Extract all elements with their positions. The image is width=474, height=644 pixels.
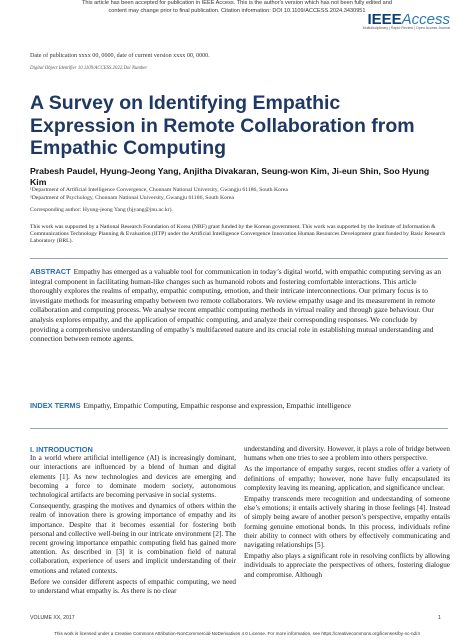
intro-paragraph: understanding and diversity. However, it plays a role of bridge between humans when one tries to see a problem into others perspective. — [244, 445, 450, 463]
intro-paragraph: Empathy transcends mere recognition and understanding of someone else’s emotions; it entails actively sharing in those feelings [4]. Instead of simply being aware of another person’s perspective, empathy entails forming genuine emotional bonds. In this process, individuals refine their ability to connect with others by effectively communicating and navigating relationships [5]. — [244, 495, 450, 550]
funding-statement: This work was supported by a National Research Foundation of Korea (NRF) grant funded by the Korean government. This work was supported by the Institute of Information & Communications Technology Planning & Evaluation (IITP) under the Artificial Intelligence Convergence Innovation Human Resources Development grant funded by Basic Research Laboratory (BRL). — [30, 224, 446, 245]
affiliation-2: ²Department of Psychology, Chonnam National University, Gwangju 61186, South Korea — [30, 195, 234, 201]
index-terms-heading: INDEX TERMS — [30, 401, 81, 410]
divider-bottom — [30, 428, 448, 429]
corresponding-author: Corresponding author: Hyung-jeong Yang (hjyang@jnu.ac.kr). — [30, 207, 173, 213]
top-notice-line-1: This article has been accepted for publication in IEEE Access. This is the author's version which has not been fully edited and — [81, 0, 393, 6]
right-column — [244, 445, 450, 582]
volume-label: VOLUME XX, 2017 — [30, 615, 75, 621]
doi-line: Digital Object Identifier 10.1109/ACCESS.2022.Doi Number — [30, 66, 148, 71]
intro-paragraph: Consequently, grasping the motives and dynamics of others within the realm of innovation there is growing importance of empathy and its importance. Despite that it becomes essential for fostering both personal and collective well-being in our intricate environment [2]. The recent growing importance empathic computing field has gained more attention. As described in [3] it is combination field of natural collaboration, experience of users and implicit understanding of their emotions and related contexts. — [30, 502, 236, 575]
intro-paragraph: Empathy also plays a significant role in resolving conflicts by allowing individuals to appreciate the perspectives of others, fostering dialogue and compromise. Although — [244, 552, 450, 579]
author-list: Prabesh Paudel, Hyung-Jeong Yang, Anjitha Divakaran, Seung-won Kim, Ji-eun Shin, Soo Hyung Kim — [30, 166, 430, 187]
divider-top — [30, 258, 448, 259]
abstract-block — [30, 267, 448, 344]
page-number: 1 — [438, 615, 441, 621]
intro-paragraph: As the importance of empathy surges, recent studies offer a variety of definitions of empathy; however, none have fully encapsulated its complexity leaving its meaning, application, and significance unclear. — [244, 465, 450, 492]
intro-paragraph: Before we consider different aspects of empathic computing, we need to understand what empathy is. As there is no clear — [30, 577, 236, 596]
logo-name: Access — [401, 11, 450, 28]
logo-brand: IEEE — [367, 11, 402, 28]
license-footer: This work is licensed under a Creative Commons Attribution-NonCommercial-NoDerivatives 4.0 License. For more information, see https://creativecommons.org/licenses/by-nc-nd/4 — [54, 631, 420, 636]
abstract-heading: ABSTRACT — [30, 267, 71, 276]
index-terms-block — [30, 401, 448, 411]
publication-dates: Date of publication xxxx 00, 0000, date of current version xxxx 00, 0000. — [30, 53, 210, 59]
paper-title: A Survey on Identifying Empathic Expression in Remote Collaboration from Empathic Computing — [30, 92, 415, 159]
affiliation-1: ¹Department of Artificial Intelligence Convergence, Chonnam National University, Gwangju 61186, South Korea — [30, 187, 288, 193]
ieee-access-logo — [363, 11, 450, 30]
intro-paragraph: In a world where artificial intelligence (AI) is increasingly dominant, our interactions are influenced by a blend of human and digital elements [1]. As new technologies and devices are emerging and becoming a force to dominate modern society, autonomous technological artifacts are becoming pervasive in social systems. — [30, 454, 236, 500]
logo-tagline: Multidisciplinary | Rapid Review | Open Access Journal — [362, 26, 450, 30]
top-notice-line-2: content may change prior to final publication. Citation information: DOI 10.1109/ACCESS.2024.3430951 — [108, 7, 366, 14]
intro-heading: I. INTRODUCTION — [30, 445, 93, 454]
left-column — [30, 445, 236, 598]
index-terms-text: Empathy, Empathic Computing, Empathic response and expression, Empathic intelligence — [83, 401, 351, 410]
abstract-text: Empathy has emerged as a valuable tool for communication in today’s digital world, with empathic computing serving as an integral component in facilitating human-like changes such as humanoid robots and fostering comfortable interactions. This article thoroughly explores the realms of empathy, empathic computing, emotion, and their intricate interconnections. Our primary focus is to investigate methods for measuring empathy between two remote collaborators. We review empathy usage and its measurement in remote collaboration and computing process. We analyse recent empathic computing methods in virtual reality and through gaze behaviour. Our analysis explores empathy, and the application of empathic computing, and analyze their corresponding responses. We conclude by providing a comprehensive understanding of empathy’s multifaceted nature and its crucial role in establishing mutual understanding and connection between remote agents. — [30, 267, 442, 344]
